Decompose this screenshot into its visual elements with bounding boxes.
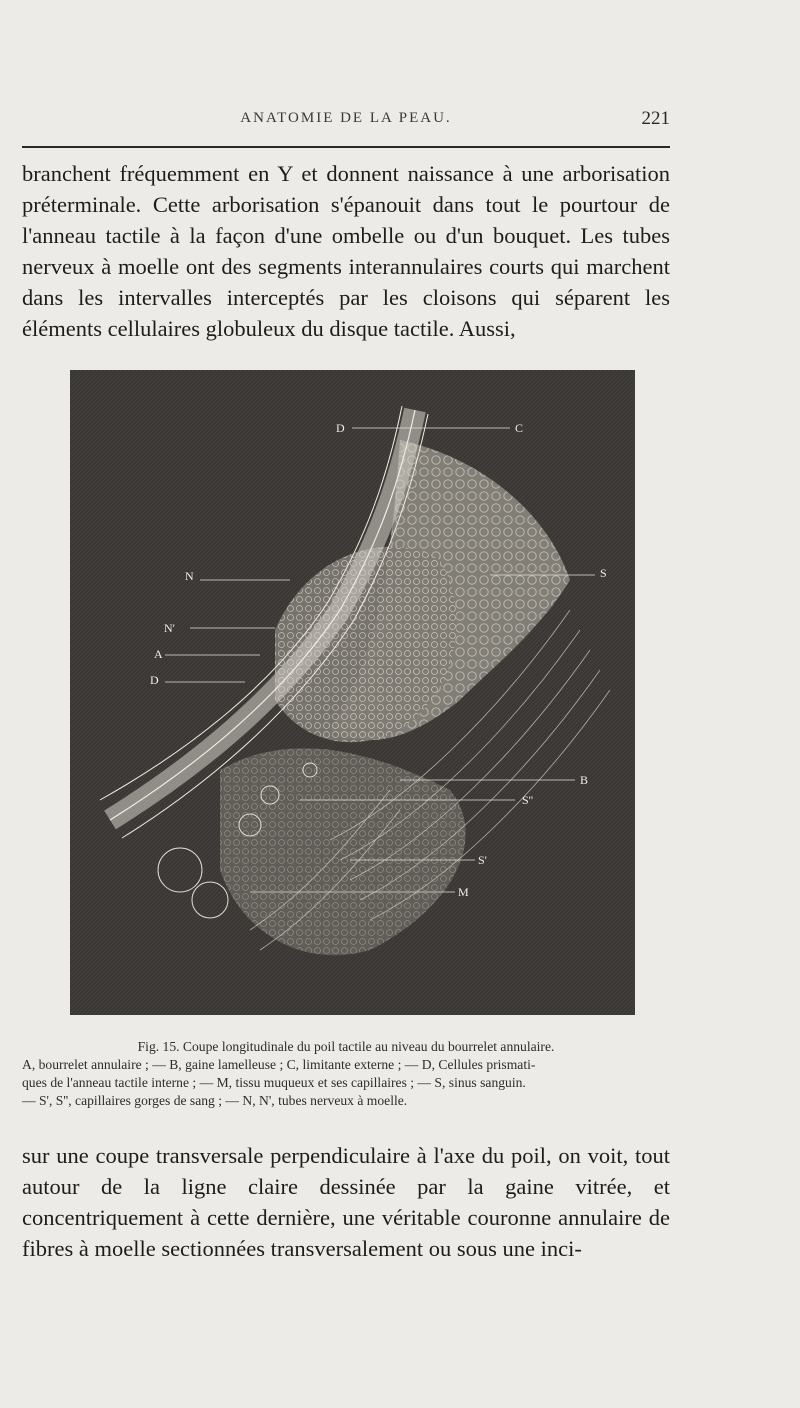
label-S: S [600,566,607,580]
histology-engraving [70,370,635,1015]
label-S-prime: S' [478,853,487,867]
caption-line-3: ques de l'anneau tactile interne ; — M, tissu muqueux et ses capillaires ; — S, sinus sanguin. [22,1075,526,1090]
label-D-top: D [336,421,345,435]
running-title: ANATOMIE DE LA PEAU. [240,110,452,126]
caption-line-1: Fig. 15. Coupe longitudinale du poil tactile au niveau du bourrelet annulaire. [137,1039,555,1054]
header-rule [22,146,670,148]
label-M: M [458,885,469,899]
page-header [22,110,670,134]
label-N: N [185,569,194,583]
figure-caption [22,1038,670,1110]
label-C: C [515,421,524,435]
page-number: 221 [641,108,670,129]
paragraph-bottom: sur une coupe transversale perpendiculaire à l'axe du poil, on voit, tout autour de la ligne claire dessinée par la gaine vitrée, et concentriquement à cette dernière, une véritable couronne annulaire de fibres à moelle sectionnées transversalement ou sous une inci- [22,1143,670,1261]
paragraph-top: branchent fréquemment en Y et donnent naissance à une arborisation préterminale. Cette arborisation s'épanouit dans tout le pourtour de l'anneau tactile à la façon d'une ombelle ou d'un bouquet. Les tubes nerveux à moelle ont des segments interannulaires courts qui marchent dans les intervalles interceptés par les cloisons qui séparent les éléments cellulaires globuleux du disque tactile. Aussi, [22,161,670,341]
label-D-left: D [150,673,159,687]
label-S-double: S'' [522,793,533,807]
caption-line-4: — S', S'', capillaires gorges de sang ; — N, N', tubes nerveux à moelle. [22,1093,408,1108]
label-B: B [580,773,589,787]
label-N-prime: N' [164,621,175,635]
caption-line-2: A, bourrelet annulaire ; — B, gaine lamelleuse ; C, limitante externe ; — D, Cellules prismati- [22,1057,536,1072]
figure-illustration [70,370,635,1015]
label-A: A [154,647,163,661]
